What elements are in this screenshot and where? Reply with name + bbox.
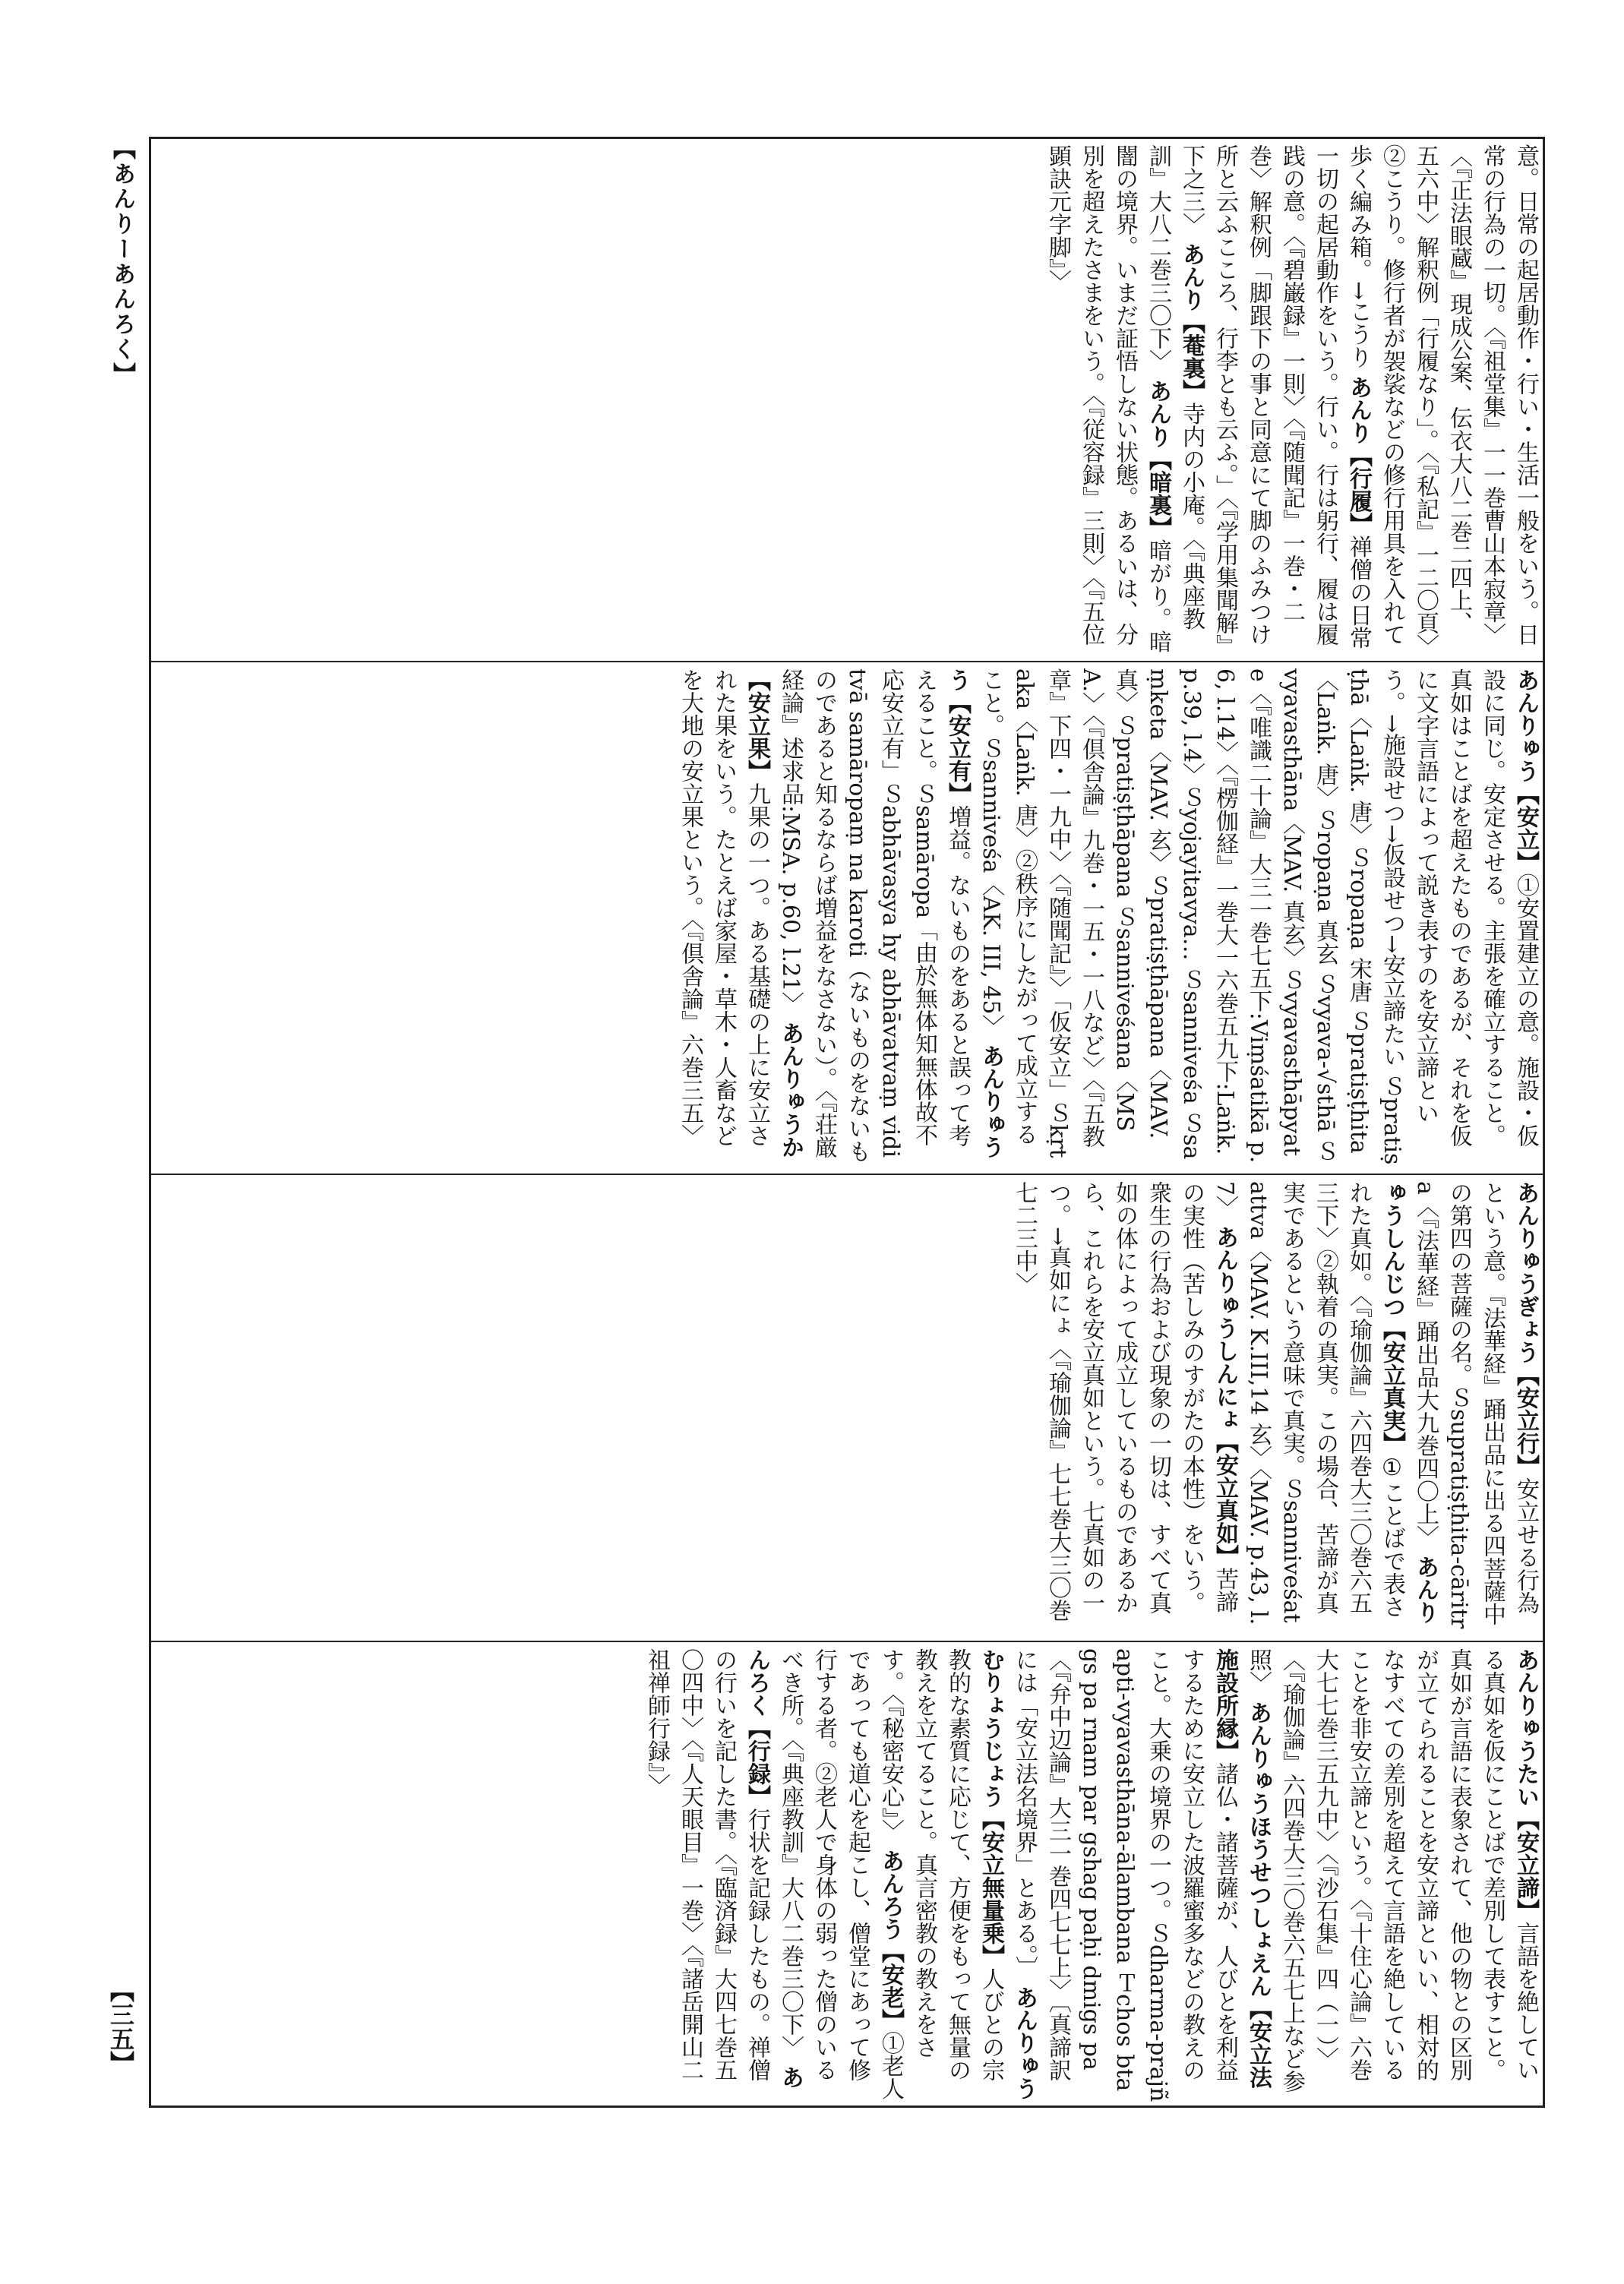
entry-anro: あんろう【安老】①老人であっても道心を起こし、僧堂にあって修行する者。②老人で身体の弱った僧のいるべき所。〈『典座教訓』大八二巻三〇下〉 bbox=[777, 1648, 904, 2100]
entry-anryu-shinnyo: あんりゅうしんにょ【安立真如】苦諦の実性（苦しみのすがたの本性）をいう。衆生の行為および現象の一切は、すべて真如の体によって成立しているものであるから、これらを安立真如という。七真如の一つ。→真如にょ〈『瑜伽論』七七巻大三〇巻七二三中〉 bbox=[1011, 1181, 1238, 1622]
tier-divider-1 bbox=[149, 661, 1545, 662]
page-number: 【三五】 bbox=[106, 1977, 135, 2075]
running-head: 【あんりーあんろく】 bbox=[109, 137, 135, 387]
entry-anryu-gyo: あんりゅうぎょう【安立行】安立せる行為という意。『法華経』踊出品に出る四菩薩中の第四の菩薩の名。Ｓsupratiṣṭhita-cāritra〈『法華経』踊出品大九巻四〇上〉 bbox=[1412, 1181, 1539, 1629]
entry-anryu-shinjitsu: あんりゅうしんじつ【安立真実】①ことばで表された真如。〈『瑜伽論』六四巻大三〇巻六五三下〉②執着の真実。この場合、苦諦が真実であるという意味で真実。Ｓsanniveśatattva〈MAV. K.III,14 玄〉〈MAV. p.43, l.7〉 bbox=[1212, 1181, 1439, 1625]
entry-anryu-u: あんりゅうう【安立有】増益。ないものをあると誤って考えること。Ｓsamāropa「由於無体知無体故不応安立有」Ｓabhāvasya hy abhāvatvaṃ viditvā samāropaṃ na karoti（ないものをないものであると知るならば増益をなさない）。〈『荘厳経論』述求品:MSA. p.60, l.21〉 bbox=[777, 668, 1004, 1163]
text-tier-1 bbox=[152, 144, 1542, 655]
entry-anryu-tai: あんりゅうたい【安立諦】言語を絶している真如を仮にことばで差別して表すこと。真如が言語に表象されて、他の物との区別が立てられることを安立諦といい、相対的なすべての差別を超えて言語を絶していることを非安立諦という。〈『十住心論』六巻大七七巻三五九中〉〈『沙石集』四（一）〉〈『瑜伽論』六四巻大三〇巻六五七上など参照〉 bbox=[1245, 1648, 1539, 2093]
tier-divider-3 bbox=[149, 1641, 1545, 1642]
entry-anri-gyori: あんり【行履】禅僧の日常一切の起居動作をいう。行い。行は躬行、履は履践の意。〈『碧巌録』一則〉〈『随聞記』一巻・二巻〉解釈例「脚跟下の事と同意にて脚のふみつけ所と云ふこころ、行李とも云ふ。」〈『学用集聞解』下之三〉 bbox=[1178, 144, 1372, 649]
tier-divider-2 bbox=[149, 1174, 1545, 1175]
entry-anryu-ka: あんりゅうか【安立果】九果の一つ。ある基礎の上に安立された果をいう。たとえば家屋・草木・人畜などを大地の安立果という。〈『倶舎論』六巻三五〉 bbox=[677, 668, 804, 1158]
entry-anryu: あんりゅう【安立】①安置建立の意。施設・仮設に同じ。安定させる。主張を確立すること。真如はことばを超えたものであるが、それを仮に文字言語によって説き表すのを安立諦という。→施設せつ→仮設せつ→安立諦たい Ｓpratiṣṭhā〈Laṅk. 唐〉Ｓropaṇa 宋唐 Ｓpratiṣṭhita〈Laṅk. 唐〉Ｓropaṇa 真玄 Ｓvyava-√sthā Ｓvyavasthāna〈MAV. 真玄〉Ｓvyavasthāpyate〈『唯識二十論』大三一巻七五下:Viṃśatikā p.6, l.14〉〈『楞伽経』一巻大一六巻五九下:Laṅk. p.39, l.4〉Ｓyojayitavya… Ｓsanniveśa Ｓsaṃketa〈MAV. 玄〉Ｓpratiṣṭhāpana〈MAV. 真〉Ｓpratiṣṭhāpana Ｓsanniveśana〈MSA.〉〈『倶舎論』九巻・一五・一八など〉〈『五教章』下四・一九中〉〈『随聞記』〉「仮安立」Ｓkṛtaka〈Laṅk. 唐〉②秩序にしたがって成立すること。Ｓsanniveśa〈AK. III, 45〉 bbox=[978, 668, 1539, 1165]
entry-anri-anri: あんり【菴裏】寺内の小庵。〈『典座教訓』大八二巻三〇下〉 bbox=[1145, 144, 1205, 630]
entry-continuation: 意。日常の起居動作・行い・生活一般をいう。日常の行為の一切。〈『祖堂集』一一巻曹山本寂章〉〈『正法眼蔵』現成公案、伝衣大八二巻二四上、五六中〉解釈例「行履なり」。〈『私記』一二〇頁〉②こうり。修行者が袈裟などの修行用具を入れて歩く編み箱。→こうり bbox=[1345, 144, 1539, 646]
entry-anroku: あんろく【行録】行状を記録したもの。禅僧の行いを記した書。〈『臨済録』大四七巻五〇四中〉〈『人天眼目』一巻〉〈『諸岳開山二祖禅師行録』〉 bbox=[643, 1648, 804, 2089]
entry-anryu-hosetsu: あんりゅうほうせつしょえん【安立法施設所縁】諸仏・諸菩薩が、人びとを利益するために安立した波羅蜜多などの教えのこと。大乗の境界の一つ。Ｓdharma-prajñapti-vyavasthāna-ālambana Ｔchos btags pa rnam par gshag paḥi dmigs pa〈『弁中辺論』大三一巻四七七上〉〔真諦訳には「安立法名境界」とある。〕 bbox=[1011, 1648, 1272, 2102]
text-tier-3 bbox=[152, 1181, 1542, 1633]
entry-anri-anri2: あんり【暗裏】暗がり。暗闇の境界。いまだ証悟しない状態。あるいは、分別を超えたさまをいう。〈『従容録』三則〉〈『五位顕訣元字脚』〉 bbox=[1044, 144, 1171, 653]
text-tier-4 bbox=[152, 1648, 1542, 2102]
entry-anryu-muryojo: あんりゅうむりょうじょう【安立無量乗】人びとの宗教的な素質に応じて、方便をもって無量の教えを立てること。真言密教の教えをさす。〈『秘密安心』〉 bbox=[877, 1648, 1038, 2100]
text-tier-2 bbox=[152, 668, 1542, 1166]
